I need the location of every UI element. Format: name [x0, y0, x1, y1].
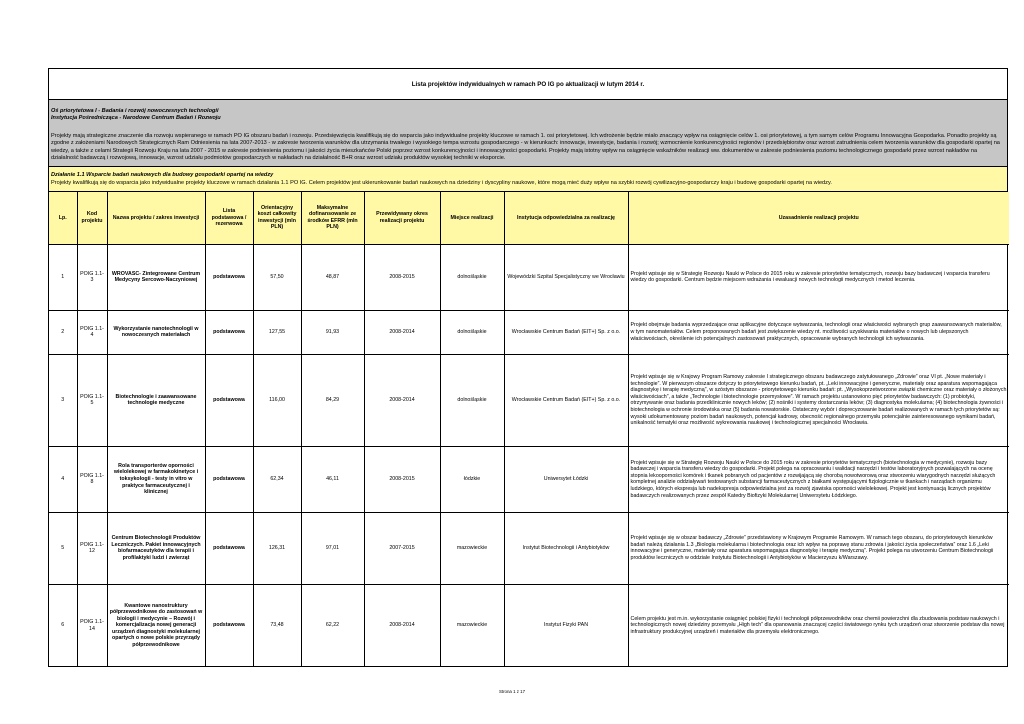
row-place: łódzkie	[440, 446, 504, 512]
row-justification: Projekt wpisuje się w obszar badawczy „Zdrowie” przedstawiony w Krajowym Programie Ramowym. W ramach tego obszaru, do priorytetowych kierunków badań należą działania 1.3 „Biologia molekularna i biotechnologia oraz ich wpływ na poprawę stanu zdrowia i jakości życia społeczeństwa” oraz 1.6 „Leki innowacyjne i generyczne, materiały oraz aparatura wspomagająca diagnostykę i terapię medyczną”. Projekt polega na utworzeniu Centrum Biotechnologii produktów leczniczych w oddziale Instytutu Biotechnologii i Antybiotyków w Macierzyszu k/Warszawy.	[628, 512, 1009, 584]
col-header-justification: Uzasadnienie realizacji projektu	[628, 192, 1009, 245]
row-efrr: 91,93	[301, 310, 364, 354]
row-code: POIG 1.1-14	[77, 584, 107, 666]
row-period: 2008-2014	[364, 354, 440, 446]
projects-table	[49, 192, 1009, 667]
row-cost: 116,00	[253, 354, 301, 446]
row-efrr: 46,11	[301, 446, 364, 512]
row-name: Rola transporterów oporności wielolekowej w farmakokinetyce i toksykologii - testy in vitro w praktyce farmaceutycznej i klinicznej	[107, 446, 205, 512]
row-efrr: 97,01	[301, 512, 364, 584]
row-place: dolnośląskie	[440, 244, 504, 310]
col-header-code: Kod projektu	[77, 192, 107, 245]
row-cost: 62,34	[253, 446, 301, 512]
document-title	[49, 69, 1007, 100]
row-lp: 1	[49, 244, 77, 310]
col-header-efrr: Maksymalne dofinansowanie ze środków EFRR (mln PLN)	[301, 192, 364, 245]
axis-description: Projekty mają strategiczne znaczenie dla rozwoju wspieranego w ramach PO IG obszaru badań i rozwoju. Przedsięwzięcia kwalifikują się do wsparcia jako indywidualne projekty kluczowe w ramach 1. osi priorytetowej. Ich wdrożenie będzie miało znaczący wpływ na osiągnięcie celów 1. osi priorytetowej, a tym samym celów Programu Innowacyjna Gospodarka. Ponadto projekty są zgodne z założeniami Narodowych Strategicznych Ram Odniesienia na lata 2007-2013 - w zakresie tworzenia warunków dla utrzymania trwałego i wysokiego tempa wzrostu gospodarczego - w kierunkach: innowacje, inwestycje, badania i rozwój; wzmocnienie konkurencyjności regionów i przedsiębiorstw oraz wzrost zatrudnienia celem tworzenia warunków dla gospodarki opartej na wiedzy, a także z celami Strategii Rozwoju Kraju na lata 2007 - 2015 w zakresie podniesienia poziomu i jakości życia mieszkańców Polski poprzez wzrost konkurencyjności i innowacyjności gospodarki. Projekty mają istotny wpływ na osiągnięcie wskaźników realizacji ww. dokumentów w zakresie podniesienia poziomu technologicznego gospodarki przez wzrost nakładów na działalność badawczą i rozwojową, innowacje, wzrost udziału podmiotów gospodarczych w nakładach na działalność B+R oraz wzrost udziału produktów wysokiej techniki w eksporcie.	[51, 132, 1000, 162]
row-efrr: 84,29	[301, 354, 364, 446]
col-header-place: Miejsce realizacji	[440, 192, 504, 245]
col-header-list: Lista podstawowa / rezerwowa	[205, 192, 253, 245]
col-header-institution: Instytucja odpowiedzialna za realizację	[504, 192, 628, 245]
row-list: podstawowa	[205, 310, 253, 354]
col-header-period: Przewidywany okres realizacji projektu	[364, 192, 440, 245]
row-code: POIG 1.1-4	[77, 310, 107, 354]
row-cost: 127,55	[253, 310, 301, 354]
row-name: Centrum Biotechnologii Produktów Leczniczych. Pakiet innowacyjnych biofarmaceutyków dla terapii i profilaktyki ludzi i zwierząt	[107, 512, 205, 584]
row-place: mazowieckie	[440, 512, 504, 584]
table-row	[49, 310, 1009, 354]
row-code: POIG 1.1-5	[77, 354, 107, 446]
row-name: Kwantowe nanostruktury półprzewodnikowe do zastosowań w biologii i medycynie – Rozwój i komercjalizacja nowej generacji urządzeń diagnostyki molekularnej opartych o nowe polskie przyrządy półprzewodnikowe	[107, 584, 205, 666]
row-period: 2008-2015	[364, 244, 440, 310]
intermediate-body: Instytucja Pośrednicząca - Narodowe Centrum Badań i Rozwoju	[51, 115, 221, 122]
col-header-lp: Lp.	[49, 192, 77, 245]
row-institution: Instytut Biotechnologii i Antybiotyków	[504, 512, 628, 584]
row-period: 2008-2015	[364, 446, 440, 512]
row-place: dolnośląskie	[440, 310, 504, 354]
row-lp: 2	[49, 310, 77, 354]
table-header	[49, 192, 1009, 245]
table-row	[49, 446, 1009, 512]
row-justification: Projekt wpisuje się w Strategię Rozwoju Nauki w Polsce do 2015 roku w zakresie priorytetów tematycznych (biotechnologia w medycynie), rozwoju bazy badawczej i wsparcia transferu wiedzy do gospodarki. Projekt polega na opracowaniu i walidacji narzędzi i testów laboratoryjnych pozwalających na ocenę stopnia lekooporności komórek i tkanek pobranych od pacjentów z rozwijającą się chorobą nowotworową oraz stworzeniu wiarygodnych narzędzi służących kompletnej analizie oddziaływań testowanych substancji farmaceutycznych z białkami występującymi fizjologicznie w tkankach i narządach organizmu ludzkiego, których ekspresja lub nadekspresja odpowiedzialna jest za rozwój zjawiska oporności wielolekowej. Projekt jest kontynuacją licznych projektów badawczych realizowanych przez zespół Katedry Biofizyki Molekularnej Uniwersytetu Łódzkiego.	[628, 446, 1009, 512]
axis-title: Oś priorytetowa I - Badania i rozwój nowoczesnych technologii	[51, 108, 219, 114]
table-row	[49, 244, 1009, 310]
row-name: WROVASC- Zintegrowane Centrum Medycyny Sercowo-Naczyniowej	[107, 244, 205, 310]
row-justification: Projekt obejmuje badania wyprzedzające oraz aplikacyjne dotyczące wytwarzania, technologii oraz właściwości wybranych grup zaawansowanych materiałów, w tym nanomateriałów. Celem proponowanych badań jest zwiększenie wiedzy nt. możliwości uzyskiwania materiałów o nowych lub ulepszonych właściwościach, określenie ich potencjalnych zastosowań praktycznych, opracowanie wybranych technologii ich wytwarzania.	[628, 310, 1009, 354]
row-lp: 6	[49, 584, 77, 666]
row-list: podstawowa	[205, 512, 253, 584]
row-justification: Projekt wpisuje się w Krajowy Program Ramowy zakresie I strategicznego obszaru badawczego zatytułowanego „Zdrowie” oraz VI pt. „Nowe materiały i technologie”. W pierwszym obszarze dotyczy to priorytetowego kierunku badań, pt. „Leki innowacyjne i generyczne, materiały oraz aparatura wspomagająca diagnostykę i terapię medyczną”, w szóstym obszarze - priorytetowego kierunku badań: pt. „Wysokoprzetworzone związki chemiczne oraz materiały o złożonych właściwościach”, a także „Technologie i biotechnologie przemysłowe”. W ramach projektu ustanowiono pięć priorytetów badawczych: (1) probiotyki, otrzymywanie oraz badania przedklinicznie nowych leków; (2) nośniki i systemy dostarczania leków; (3) diagnostyka molekularna; (4) biotechnologia żywności i biotechnologia w ochronie środowiska oraz (5) badania nowatorskie. Ostateczny wybór i doprecyzowanie badań realizowanych w ramach tych priorytetów są: wysoki udokumentowany poziom badań naukowych, potencjał kadrowy, obecność regionalnego przemysłu potencjalnie zainteresowanego wynikami badań, unikalność tematyki oraz możliwość wykreowania naukowej i technologicznej specjalności Wrocławia.	[628, 354, 1009, 446]
row-name: Wykorzystanie nanotechnologii w nowoczesnych materiałach	[107, 310, 205, 354]
row-code: POIG 1.1-12	[77, 512, 107, 584]
row-lp: 3	[49, 354, 77, 446]
priority-axis-section	[49, 100, 1007, 167]
row-institution: Instytut Fizyki PAN	[504, 584, 628, 666]
row-institution: Wrocławskie Centrum Badań (EIT+) Sp. z o.o.	[504, 310, 628, 354]
row-place: mazowieckie	[440, 584, 504, 666]
measure-title: Działanie 1.1 Wsparcie badań naukowych dla budowy gospodarki opartej na wiedzy	[51, 172, 274, 179]
col-header-cost: Orientacyjny koszt całkowity inwestycji (mln PLN)	[253, 192, 301, 245]
table-row	[49, 584, 1009, 666]
row-period: 2008-2014	[364, 310, 440, 354]
table-row	[49, 354, 1009, 446]
col-header-name: Nazwa projektu / zakres inwestycji	[107, 192, 205, 245]
table-row	[49, 512, 1009, 584]
document-sheet	[48, 68, 1008, 667]
page-footer: Strona 1 z 17	[498, 689, 526, 694]
row-period: 2007-2015	[364, 512, 440, 584]
row-cost: 126,31	[253, 512, 301, 584]
row-institution: Uniwersytet Łódzki	[504, 446, 628, 512]
measure-section	[49, 167, 1007, 191]
row-code: POIG 1.1-3	[77, 244, 107, 310]
row-list: podstawowa	[205, 584, 253, 666]
row-list: podstawowa	[205, 244, 253, 310]
row-period: 2008-2014	[364, 584, 440, 666]
row-justification: Projekt wpisuje się w Strategię Rozwoju Nauki w Polsce do 2015 roku w zakresie priorytetów tematycznych, rozwoju bazy badawczej i wsparcia transferu wiedzy do gospodarki. Centrum będzie miejscem wdrażania i ewaluacji nowych technologii medycznych i metod leczenia.	[628, 244, 1009, 310]
row-institution: Wojewódzki Szpital Specjalistyczny we Wrocławiu	[504, 244, 628, 310]
row-lp: 5	[49, 512, 77, 584]
row-list: podstawowa	[205, 446, 253, 512]
row-efrr: 62,22	[301, 584, 364, 666]
row-institution: Wrocławskie Centrum Badań (EIT+) Sp. z o.o.	[504, 354, 628, 446]
title-text: Lista projektów indywidualnych w ramach PO IG po aktualizacji w lutym 2014 r.	[411, 80, 645, 88]
row-cost: 73,48	[253, 584, 301, 666]
row-lp: 4	[49, 446, 77, 512]
row-code: POIG 1.1-8	[77, 446, 107, 512]
row-efrr: 48,87	[301, 244, 364, 310]
row-cost: 57,50	[253, 244, 301, 310]
row-list: podstawowa	[205, 354, 253, 446]
row-justification: Celem projektu jest m.in. wykorzystanie osiągnięć polskiej fizyki i technologii półprzewodników oraz chemii powierzchni dla zbudowania podstaw naukowych i technologicznych nowej dziedziny przemysłu „High tech” dla opanowania znaczącej części światowego rynku tych urządzeń oraz stworzenie podstaw dla nowej infrastruktury produkcyjnej urządzeń i materiałów dla przemysłu elektronicznego.	[628, 584, 1009, 666]
measure-description: Projekty kwalifikują się do wsparcia jako indywidualne projekty kluczowe w ramach działania 1.1 PO IG. Celem projektów jest ukierunkowanie badań naukowych na dziedziny i dyscypliny naukowe, które mogą mieć duży wpływ na szybki rozwój cywilizacyjno-gospodarczy kraju i budowę gospodarki opartej na wiedzy.	[51, 179, 832, 186]
row-name: Biotechnologie i zaawansowane technologie medyczne	[107, 354, 205, 446]
row-place: dolnośląskie	[440, 354, 504, 446]
